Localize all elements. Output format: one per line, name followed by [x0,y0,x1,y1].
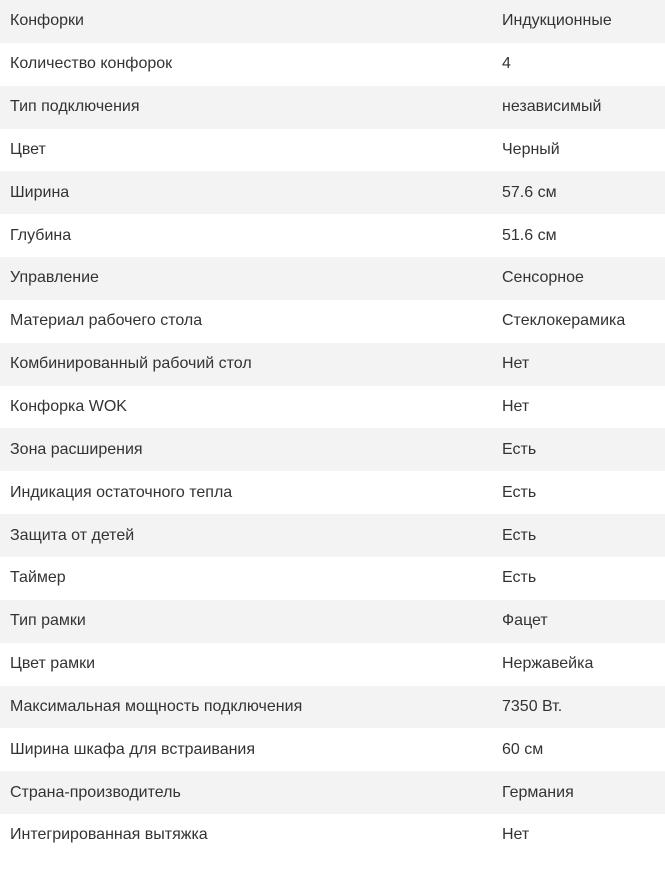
spec-name: Индикация остаточного тепла [10,483,233,501]
spec-value: Германия [502,783,574,801]
spec-row [0,600,665,643]
spec-name: Глубина [10,226,72,244]
spec-row [0,471,665,514]
spec-value: 60 см [502,740,544,758]
spec-value: Нержавейка [502,655,594,673]
spec-value: Стеклокерамика [502,312,626,330]
spec-value: Черный [502,140,560,158]
spec-row [0,514,665,557]
spec-row [0,557,665,600]
spec-row [0,300,665,343]
spec-value: Нет [502,826,530,844]
spec-name: Страна-производитель [10,783,181,801]
spec-row [0,171,665,214]
spec-value: Есть [502,483,537,501]
spec-row [0,728,665,771]
spec-name: Таймер [10,569,66,587]
spec-value: Сенсорное [502,269,584,287]
spec-row [0,0,665,43]
spec-row [0,643,665,686]
spec-name: Интегрированная вытяжка [10,826,208,844]
spec-row [0,428,665,471]
spec-value: 57.6 см [502,183,557,201]
spec-name: Максимальная мощность подключения [10,697,303,715]
spec-value: Нет [502,355,530,373]
spec-row [0,43,665,86]
spec-value: Есть [502,526,537,544]
spec-value: Есть [502,569,537,587]
spec-value: независимый [502,98,602,116]
spec-value: Нет [502,398,530,416]
spec-value: Фацет [502,612,548,630]
spec-row [0,771,665,814]
spec-name: Материал рабочего стола [10,312,203,330]
spec-row [0,214,665,257]
spec-row [0,343,665,386]
spec-name: Комбинированный рабочий стол [10,355,252,373]
spec-name: Ширина шкафа для встраивания [10,740,256,758]
spec-row [0,814,665,857]
spec-name: Ширина [10,183,70,201]
spec-name: Защита от детей [10,526,135,544]
spec-name: Зона расширения [10,440,143,458]
spec-name: Цвет [10,140,46,158]
spec-row [0,386,665,429]
spec-row [0,129,665,172]
spec-value: Есть [502,440,537,458]
spec-name: Конфорка WOK [10,398,127,416]
spec-row [0,257,665,300]
spec-value: Индукционные [502,12,612,30]
spec-name: Тип подключения [10,98,140,116]
spec-row [0,86,665,129]
spec-name: Тип рамки [10,612,86,630]
spec-value: 51.6 см [502,226,557,244]
spec-value: 7350 Вт. [502,697,563,715]
spec-value: 4 [502,55,511,73]
spec-row [0,686,665,729]
spec-name: Управление [10,269,99,287]
spec-name: Цвет рамки [10,655,96,673]
spec-name: Количество конфорок [10,55,173,73]
spec-name: Конфорки [10,12,84,30]
